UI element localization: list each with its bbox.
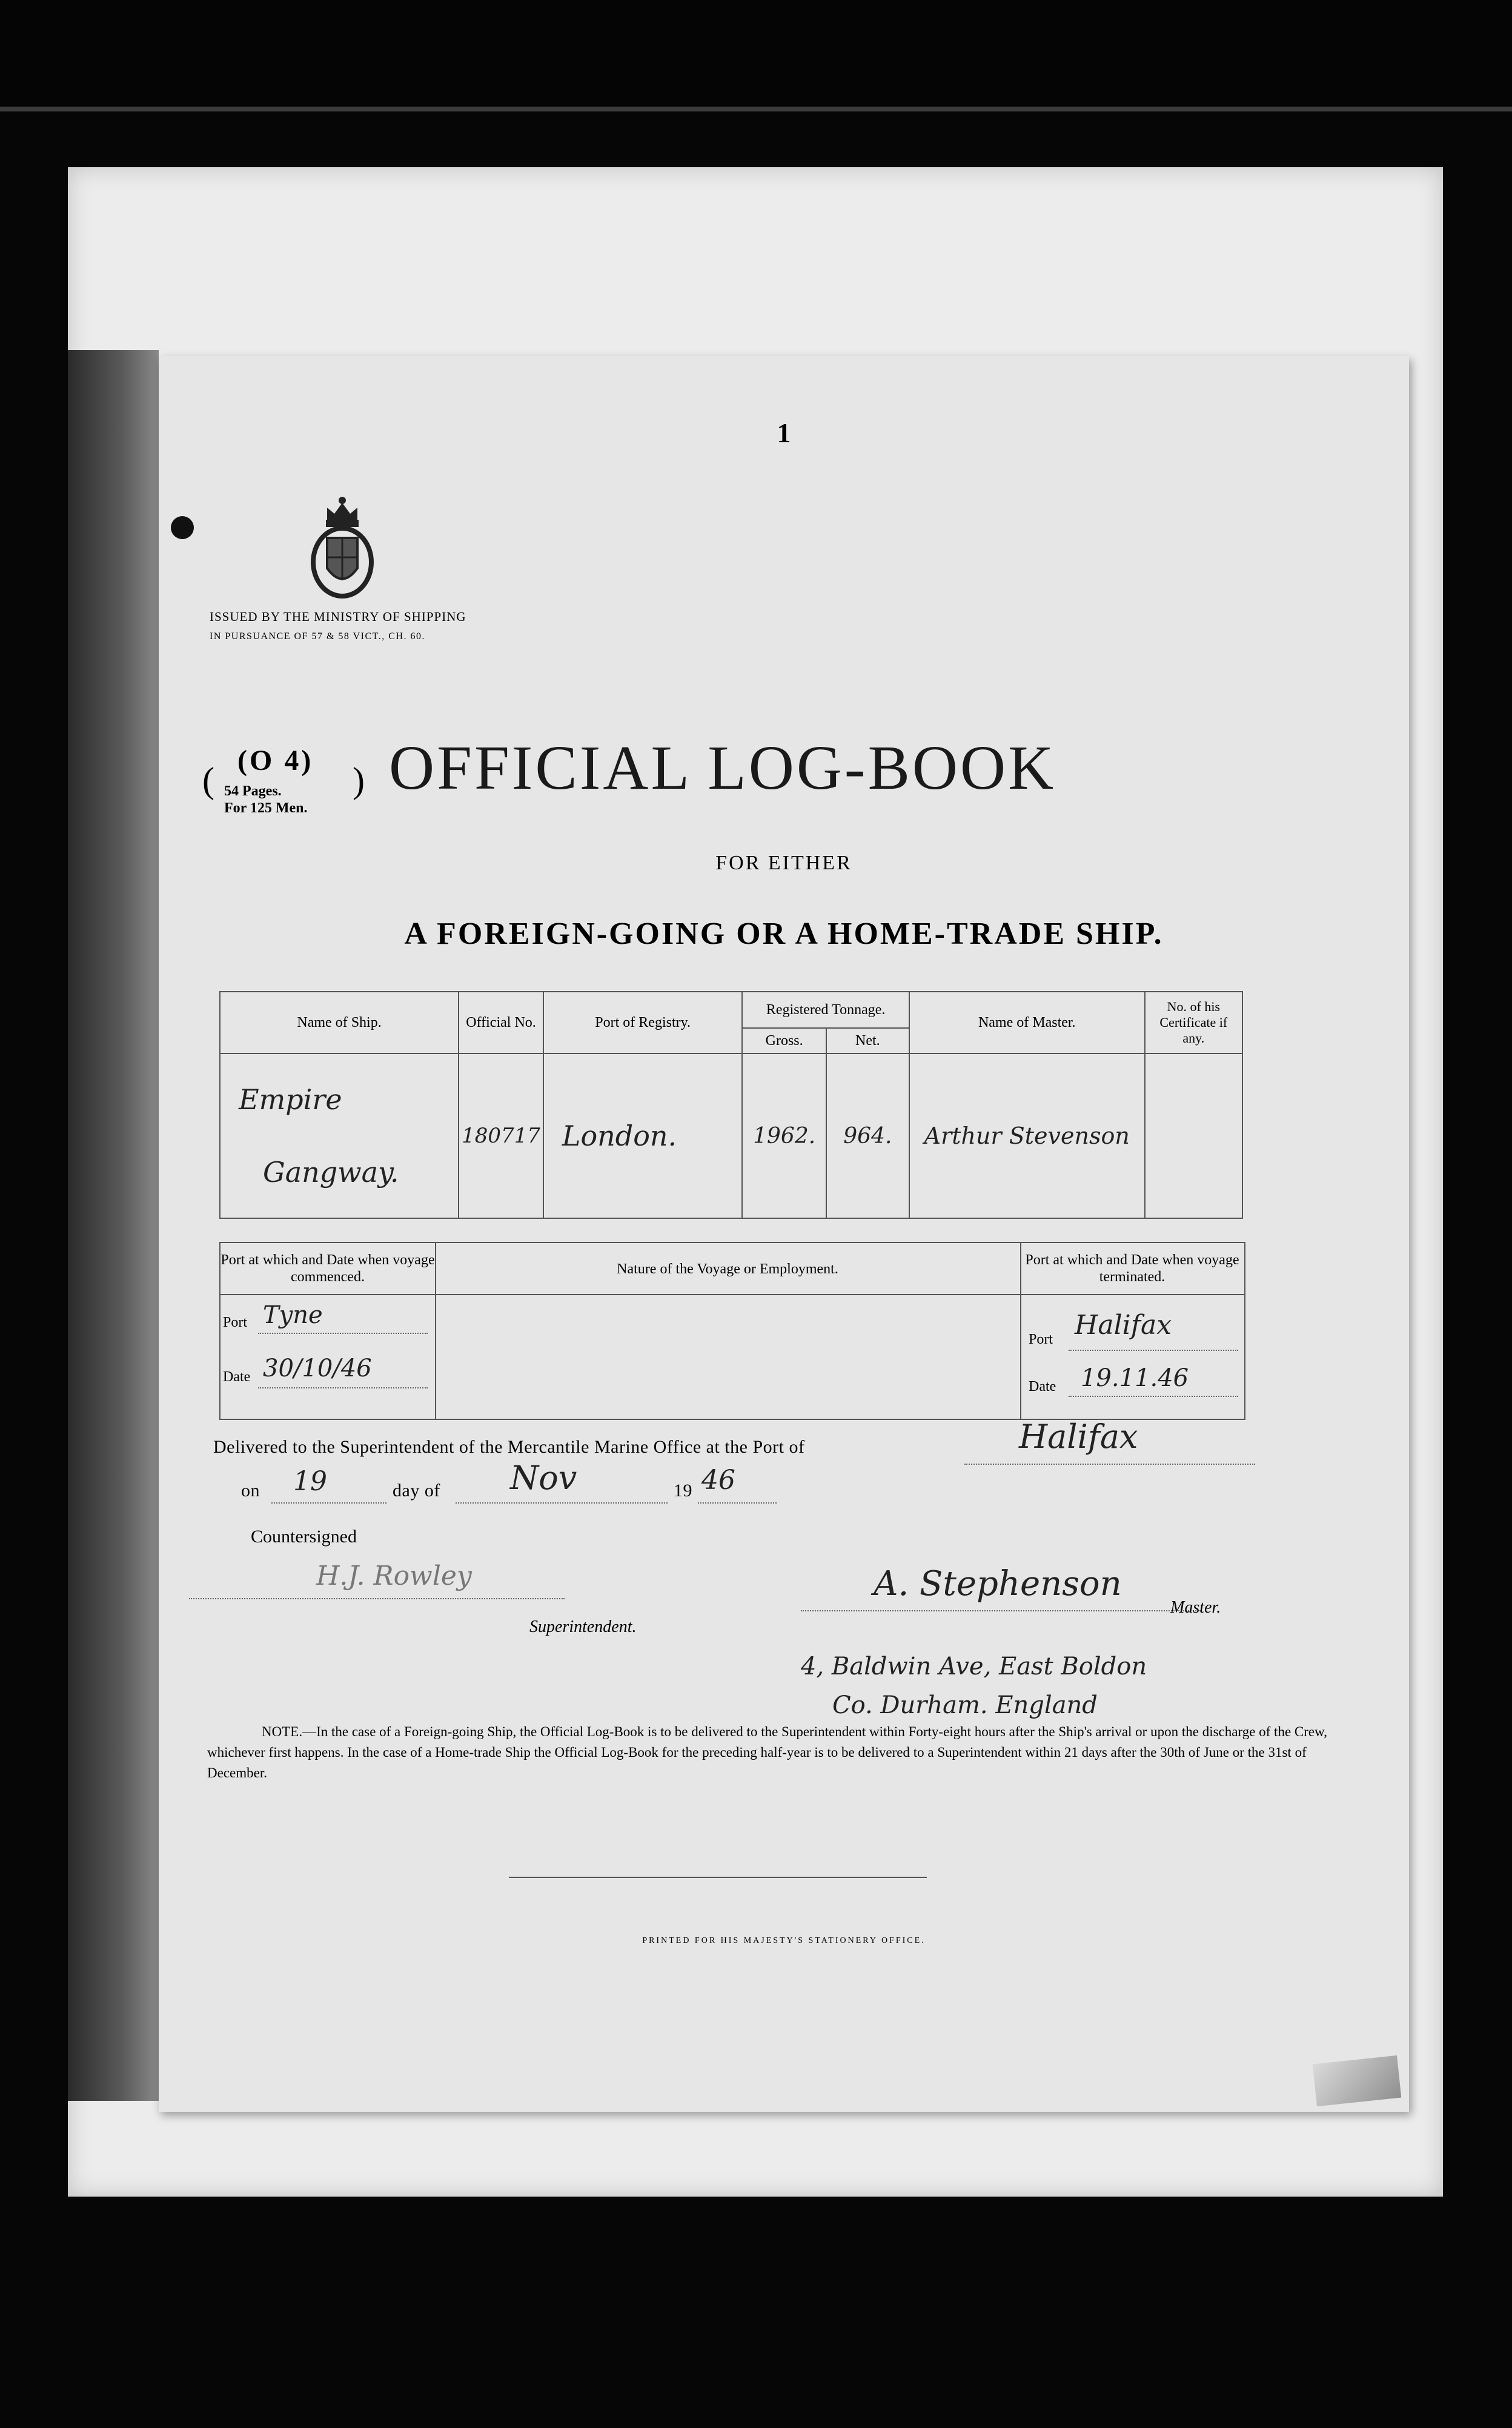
terminated-date-line: [1069, 1396, 1238, 1397]
form-pages: 54 Pages.: [224, 783, 282, 799]
page-title: OFFICIAL LOG-BOOK: [389, 733, 1056, 803]
log-book-cover-page: [159, 356, 1409, 2112]
paren-right: ): [353, 760, 365, 800]
delivery-month-line: [456, 1502, 668, 1504]
commenced-port-line: [258, 1333, 428, 1334]
ship-name-cell: [220, 1053, 459, 1218]
form-men: For 125 Men.: [224, 800, 308, 816]
header-official-no: Official No.: [459, 992, 543, 1053]
header-gross: Gross.: [742, 1028, 826, 1053]
page-corner: [1313, 2055, 1402, 2106]
ship-name-line-2: Gangway.: [263, 1156, 399, 1189]
terminated-port-label: Port: [1029, 1332, 1053, 1347]
nature-column: [435, 1243, 1021, 1419]
page-subtitle: FOR EITHER: [715, 852, 852, 874]
superintendent-signature: H.J. Rowley: [316, 1561, 472, 1591]
page-number: 1: [777, 417, 791, 448]
delivery-on-label: on: [241, 1481, 260, 1501]
delivery-day-of-label: day of: [393, 1481, 440, 1501]
commenced-date-label: Date: [223, 1369, 251, 1385]
terminated-divider: [1020, 1294, 1244, 1295]
commenced-header: Port at which and Date when voyage commenced.: [220, 1252, 435, 1285]
gross-tonnage-value: 1962.: [742, 1053, 826, 1218]
paren-left: (: [202, 760, 214, 800]
delivery-port: Halifax: [1019, 1418, 1138, 1456]
printed-by: PRINTED FOR HIS MAJESTY'S STATIONERY OFFICE.: [642, 1936, 926, 1945]
film-band: [0, 107, 1512, 111]
net-tonnage-value: 964.: [826, 1053, 909, 1218]
port-of-registry-value: London.: [543, 1053, 743, 1218]
header-name-of-master: Name of Master.: [909, 992, 1145, 1053]
form-number: (O 4): [237, 745, 314, 777]
commenced-column: [220, 1243, 436, 1419]
master-label: Master.: [1170, 1598, 1221, 1617]
issuer-line-1: ISSUED BY THE MINISTRY OF SHIPPING: [210, 609, 466, 624]
delivery-month: Nov: [510, 1459, 577, 1497]
delivery-year-suffix: 46: [701, 1465, 735, 1496]
delivery-day: 19: [293, 1466, 327, 1497]
terminated-header: Port at which and Date when voyage terminated.: [1025, 1252, 1239, 1285]
superintendent-line: [189, 1598, 565, 1599]
terminated-date-label: Date: [1029, 1379, 1056, 1395]
commenced-date-value: 30/10/46: [263, 1355, 372, 1382]
delivery-day-line: [271, 1502, 386, 1504]
nature-divider: [435, 1294, 1020, 1295]
master-address-line-1: 4, Baldwin Ave, East Boldon: [801, 1653, 1147, 1680]
commenced-port-value: Tyne: [263, 1301, 323, 1329]
registry-table: [219, 991, 1243, 1219]
note-paragraph: NOTE.—In the case of a Foreign-going Ship, the Official Log-Book is to be delivered to the Superintendent within Forty-eight hours after the Ship's arrival or upon the discharge of the Crew, whichever first happens. In the case of a Home-trade Ship the Official Log-Book for the preceding half-year is to be delivered to a Superintendent within 21 days after the 30th of June or the 31st of December.: [207, 1724, 1327, 1780]
header-certificate-no: No. of his Certificate if any.: [1145, 992, 1242, 1053]
delivery-year-prefix: 19: [674, 1481, 692, 1501]
commenced-date-line: [258, 1387, 428, 1388]
header-port-of-registry: Port of Registry.: [543, 992, 743, 1053]
binding-shadow: [68, 350, 159, 2101]
master-address-line-2: Co. Durham. England: [832, 1691, 1098, 1719]
commenced-port-label: Port: [223, 1315, 248, 1330]
header-registered-tonnage: Registered Tonnage.: [742, 992, 909, 1028]
terminated-column: [1020, 1243, 1244, 1419]
delivery-year-line: [698, 1502, 777, 1504]
master-signature: A. Stephenson: [874, 1564, 1122, 1604]
terminated-date-value: 19.11.46: [1081, 1364, 1189, 1392]
issuer-line-2: IN PURSUANCE OF 57 & 58 VICT., CH. 60.: [210, 631, 425, 642]
header-net: Net.: [826, 1028, 909, 1053]
countersigned-label: Countersigned: [251, 1527, 357, 1547]
terminated-port-value: Halifax: [1075, 1310, 1172, 1341]
ship-type-heading: A FOREIGN-GOING OR A HOME-TRADE SHIP.: [404, 917, 1164, 951]
master-line: [801, 1610, 1201, 1611]
footer-rule: [509, 1877, 927, 1878]
film-border-top: [0, 0, 1512, 107]
terminated-port-line: [1069, 1350, 1238, 1351]
royal-crest-icon: [309, 489, 376, 605]
delivery-port-line: [964, 1464, 1255, 1465]
commenced-divider: [220, 1294, 435, 1295]
nature-header: Nature of the Voyage or Employment.: [617, 1261, 838, 1277]
certificate-no-value: [1145, 1053, 1242, 1218]
master-name-value: Arthur Stevenson: [909, 1053, 1145, 1218]
voyage-table: [219, 1242, 1245, 1420]
ship-name-line-1: Empire: [239, 1083, 342, 1116]
header-name-of-ship: Name of Ship.: [220, 992, 459, 1053]
delivery-text: Delivered to the Superintendent of the Mercantile Marine Office at the Port of: [213, 1437, 805, 1457]
binder-hole: [171, 516, 194, 539]
official-no-value: 180717: [459, 1053, 543, 1218]
superintendent-label: Superintendent.: [529, 1617, 637, 1636]
